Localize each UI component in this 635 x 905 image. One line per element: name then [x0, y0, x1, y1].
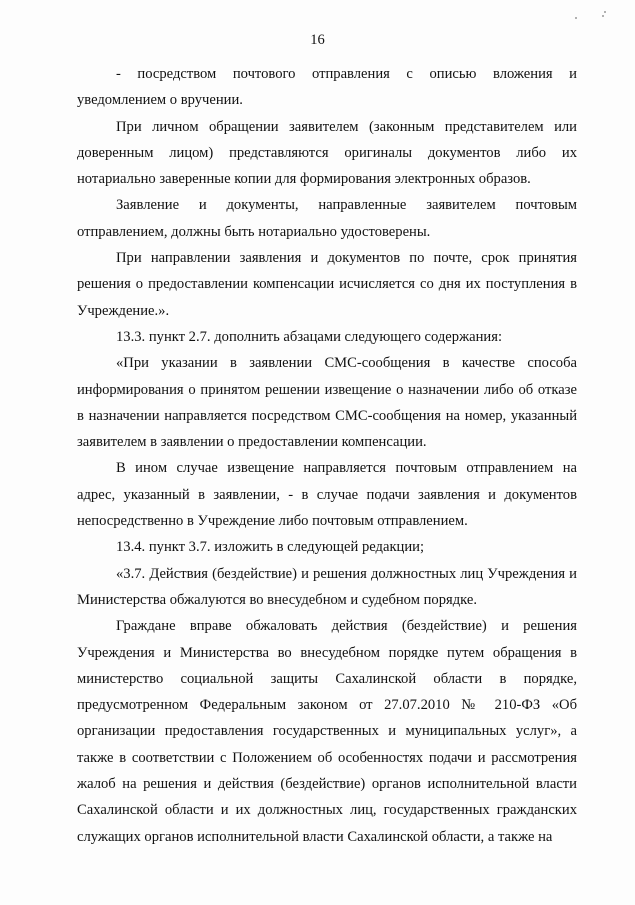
paragraph-appeal-rights: Граждане вправе обжаловать действия (бездействие) и решения Учреждения и Министерства во внесудебном порядке путем обращения в министерство социальной защиты Сахалинской области в порядке, предусмотренном Федеральным законом от 27.07.2010 № 210-ФЗ «Об организации предоставления государственных и муниципальных услуг», а также в соответствии с Положением об особенностях подачи и рассмотрения жалоб на решения и действия (бездействие) органов исполнительной власти Сахалинской области и их должностных лиц, государственных гражданских служащих органов исполнительной власти Сахалинской области, а также на — [77, 618, 577, 845]
paragraph-clause-13-4: 13.4. пункт 3.7. изложить в следующей редакции; — [116, 539, 425, 556]
scan-speck — [602, 15, 604, 17]
paragraph-notarization: Заявление и документы, направленные заявителем почтовым отправлением, должны быть нотариально удостоверены. — [77, 197, 577, 240]
scan-speck — [604, 11, 606, 13]
paragraph-postal-delivery: - посредством почтового отправления с описью вложения и уведомлением о вручении. — [77, 66, 577, 109]
paragraph-clause-3-7: «3.7. Действия (бездействие) и решения должностных лиц Учреждения и Министерства обжалуются во внесудебном и судебном порядке. — [77, 565, 577, 608]
scan-speck — [575, 17, 577, 19]
document-body — [77, 61, 577, 850]
paragraph-clause-13-3: 13.3. пункт 2.7. дополнить абзацами следующего содержания: — [116, 328, 503, 345]
paragraph-personal-application: При личном обращении заявителем (законным представителем или доверенным лицом) представляются оригиналы документов либо их нотариально заверенные копии для формирования электронных образов. — [77, 118, 577, 188]
page-number: 16 — [310, 32, 325, 48]
paragraph-mail-deadline: При направлении заявления и документов по почте, срок принятия решения о предоставлении компенсации исчисляется со дня их поступления в Учреждение.». — [77, 250, 577, 319]
paragraph-postal-notification: В ином случае извещение направляется почтовым отправлением на адрес, указанный в заявлении, - в случае подачи заявления и документов непосредственно в Учреждение либо почтовым отправлением. — [77, 460, 577, 530]
paragraph-sms-notification: «При указании в заявлении СМС-сообщения в качестве способа информирования о принятом решении извещение о назначении либо об отказе в назначении направляется посредством СМС-сообщения на номер, указанный заявителем в заявлении о предоставлении компенсации. — [77, 355, 577, 451]
